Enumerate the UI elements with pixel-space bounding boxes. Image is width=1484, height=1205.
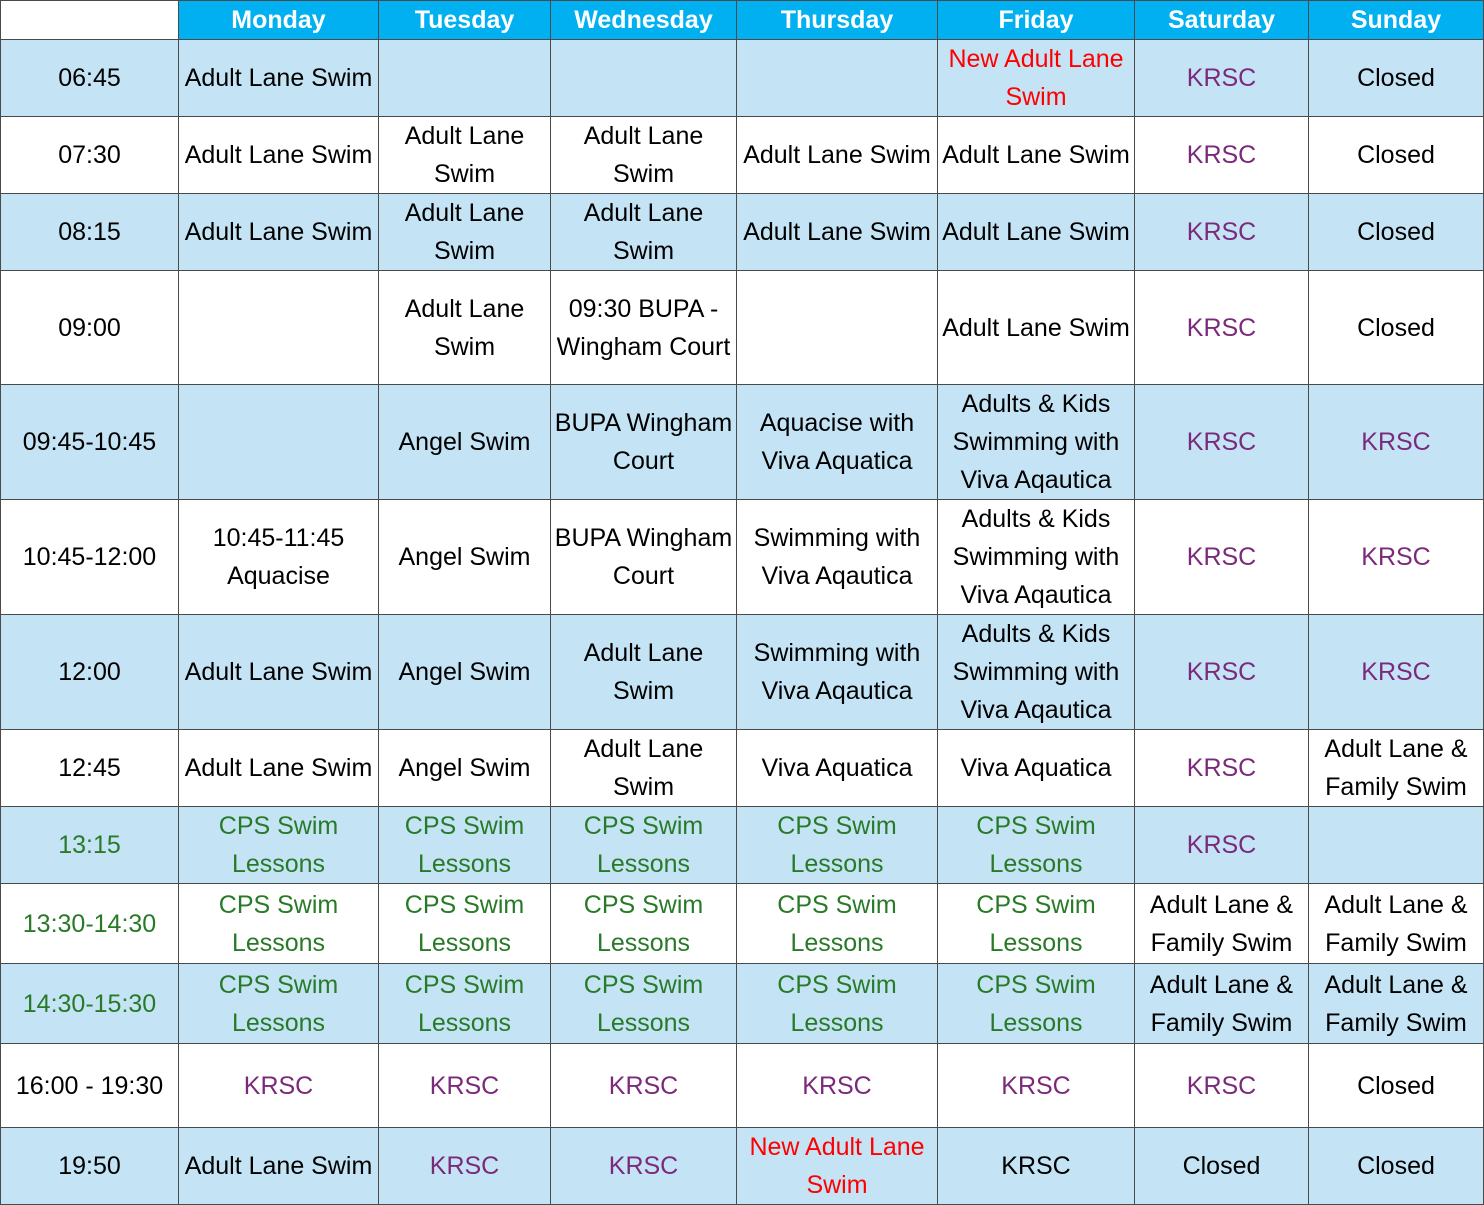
session-cell-sunday: Closed [1309, 271, 1484, 385]
session-cell-wednesday: CPS Swim Lessons [551, 964, 737, 1044]
session-cell-saturday: KRSC [1135, 500, 1309, 615]
table-row [1, 271, 1484, 385]
session-cell-tuesday: Angel Swim [379, 615, 551, 730]
day-header-monday: Monday [179, 1, 379, 40]
session-cell-saturday: KRSC [1135, 194, 1309, 271]
table-row [1, 385, 1484, 500]
table-row [1, 117, 1484, 194]
session-cell-thursday: KRSC [737, 1044, 938, 1128]
session-cell-monday: CPS Swim Lessons [179, 807, 379, 884]
session-cell-friday: Adult Lane Swim [938, 271, 1135, 385]
session-cell-thursday: CPS Swim Lessons [737, 964, 938, 1044]
day-header-row [1, 1, 1484, 40]
session-cell-saturday: KRSC [1135, 730, 1309, 807]
table-row [1, 40, 1484, 117]
session-cell-friday: CPS Swim Lessons [938, 807, 1135, 884]
session-cell-tuesday: CPS Swim Lessons [379, 964, 551, 1044]
day-header-sunday: Sunday [1309, 1, 1484, 40]
session-cell-saturday: Closed [1135, 1128, 1309, 1205]
session-cell-friday: Viva Aquatica [938, 730, 1135, 807]
table-row [1, 964, 1484, 1044]
session-cell-monday: KRSC [179, 1044, 379, 1128]
session-cell-thursday: Swimming with Viva Aqautica [737, 615, 938, 730]
session-cell-sunday [1309, 807, 1484, 884]
session-cell-saturday: KRSC [1135, 117, 1309, 194]
session-cell-saturday: Adult Lane & Family Swim [1135, 964, 1309, 1044]
time-cell: 10:45-12:00 [1, 500, 179, 615]
session-cell-wednesday: KRSC [551, 1128, 737, 1205]
session-cell-wednesday: Adult Lane Swim [551, 615, 737, 730]
time-cell: 09:45-10:45 [1, 385, 179, 500]
session-cell-sunday: Closed [1309, 1044, 1484, 1128]
session-cell-monday: Adult Lane Swim [179, 615, 379, 730]
table-row [1, 730, 1484, 807]
session-cell-tuesday: Adult Lane Swim [379, 117, 551, 194]
session-cell-friday: Adults & Kids Swimming with Viva Aqautica [938, 385, 1135, 500]
session-cell-thursday [737, 40, 938, 117]
session-cell-wednesday: BUPA Wingham Court [551, 500, 737, 615]
day-header-saturday: Saturday [1135, 1, 1309, 40]
session-cell-monday: Adult Lane Swim [179, 1128, 379, 1205]
session-cell-thursday: Viva Aquatica [737, 730, 938, 807]
table-row [1, 807, 1484, 884]
time-cell: 08:15 [1, 194, 179, 271]
table-row [1, 884, 1484, 964]
session-cell-tuesday: CPS Swim Lessons [379, 884, 551, 964]
session-cell-thursday: CPS Swim Lessons [737, 884, 938, 964]
session-cell-monday: Adult Lane Swim [179, 40, 379, 117]
session-cell-friday: Adults & Kids Swimming with Viva Aqautica [938, 500, 1135, 615]
time-cell: 13:30-14:30 [1, 884, 179, 964]
session-cell-wednesday: CPS Swim Lessons [551, 807, 737, 884]
session-cell-friday: Adult Lane Swim [938, 194, 1135, 271]
session-cell-tuesday: CPS Swim Lessons [379, 807, 551, 884]
session-cell-monday [179, 271, 379, 385]
session-cell-saturday: KRSC [1135, 807, 1309, 884]
session-cell-monday: Adult Lane Swim [179, 117, 379, 194]
session-cell-thursday: New Adult Lane Swim [737, 1128, 938, 1205]
session-cell-wednesday: KRSC [551, 1044, 737, 1128]
timetable-body [1, 40, 1484, 1205]
session-cell-sunday: Closed [1309, 194, 1484, 271]
time-cell: 19:50 [1, 1128, 179, 1205]
session-cell-thursday: Aquacise with Viva Aquatica [737, 385, 938, 500]
session-cell-wednesday: CPS Swim Lessons [551, 884, 737, 964]
session-cell-wednesday: 09:30 BUPA - Wingham Court [551, 271, 737, 385]
session-cell-friday: KRSC [938, 1044, 1135, 1128]
session-cell-wednesday: Adult Lane Swim [551, 117, 737, 194]
time-cell: 07:30 [1, 117, 179, 194]
table-row [1, 500, 1484, 615]
session-cell-thursday [737, 271, 938, 385]
session-cell-monday: 10:45-11:45 Aquacise [179, 500, 379, 615]
session-cell-friday: Adult Lane Swim [938, 117, 1135, 194]
session-cell-saturday: KRSC [1135, 271, 1309, 385]
time-cell: 09:00 [1, 271, 179, 385]
session-cell-sunday: Adult Lane & Family Swim [1309, 730, 1484, 807]
table-row [1, 1044, 1484, 1128]
table-row [1, 1128, 1484, 1205]
session-cell-thursday: CPS Swim Lessons [737, 807, 938, 884]
day-header-tuesday: Tuesday [379, 1, 551, 40]
session-cell-saturday: KRSC [1135, 40, 1309, 117]
session-cell-sunday: KRSC [1309, 500, 1484, 615]
session-cell-wednesday [551, 40, 737, 117]
session-cell-tuesday: KRSC [379, 1128, 551, 1205]
day-header-thursday: Thursday [737, 1, 938, 40]
time-cell: 06:45 [1, 40, 179, 117]
session-cell-sunday: Closed [1309, 117, 1484, 194]
session-cell-monday: CPS Swim Lessons [179, 884, 379, 964]
session-cell-tuesday: Angel Swim [379, 730, 551, 807]
session-cell-friday: CPS Swim Lessons [938, 884, 1135, 964]
session-cell-monday: CPS Swim Lessons [179, 964, 379, 1044]
time-cell: 13:15 [1, 807, 179, 884]
session-cell-tuesday [379, 40, 551, 117]
session-cell-tuesday: Angel Swim [379, 385, 551, 500]
session-cell-saturday: KRSC [1135, 1044, 1309, 1128]
session-cell-friday: CPS Swim Lessons [938, 964, 1135, 1044]
corner-cell [1, 1, 179, 40]
session-cell-wednesday: BUPA Wingham Court [551, 385, 737, 500]
session-cell-saturday: KRSC [1135, 385, 1309, 500]
time-cell: 14:30-15:30 [1, 964, 179, 1044]
time-cell: 12:00 [1, 615, 179, 730]
session-cell-friday: KRSC [938, 1128, 1135, 1205]
session-cell-sunday: Closed [1309, 1128, 1484, 1205]
session-cell-tuesday: Adult Lane Swim [379, 194, 551, 271]
session-cell-sunday: KRSC [1309, 615, 1484, 730]
session-cell-sunday: Closed [1309, 40, 1484, 117]
table-row [1, 615, 1484, 730]
session-cell-tuesday: Adult Lane Swim [379, 271, 551, 385]
session-cell-thursday: Adult Lane Swim [737, 117, 938, 194]
session-cell-monday [179, 385, 379, 500]
session-cell-monday: Adult Lane Swim [179, 730, 379, 807]
session-cell-friday: Adults & Kids Swimming with Viva Aqautica [938, 615, 1135, 730]
day-header-wednesday: Wednesday [551, 1, 737, 40]
session-cell-wednesday: Adult Lane Swim [551, 194, 737, 271]
session-cell-tuesday: Angel Swim [379, 500, 551, 615]
table-row [1, 194, 1484, 271]
session-cell-thursday: Adult Lane Swim [737, 194, 938, 271]
session-cell-sunday: Adult Lane & Family Swim [1309, 964, 1484, 1044]
session-cell-tuesday: KRSC [379, 1044, 551, 1128]
session-cell-saturday: KRSC [1135, 615, 1309, 730]
session-cell-monday: Adult Lane Swim [179, 194, 379, 271]
session-cell-saturday: Adult Lane & Family Swim [1135, 884, 1309, 964]
time-cell: 16:00 - 19:30 [1, 1044, 179, 1128]
session-cell-sunday: Adult Lane & Family Swim [1309, 884, 1484, 964]
time-cell: 12:45 [1, 730, 179, 807]
session-cell-friday: New Adult Lane Swim [938, 40, 1135, 117]
session-cell-wednesday: Adult Lane Swim [551, 730, 737, 807]
session-cell-thursday: Swimming with Viva Aqautica [737, 500, 938, 615]
session-cell-sunday: KRSC [1309, 385, 1484, 500]
day-header-friday: Friday [938, 1, 1135, 40]
